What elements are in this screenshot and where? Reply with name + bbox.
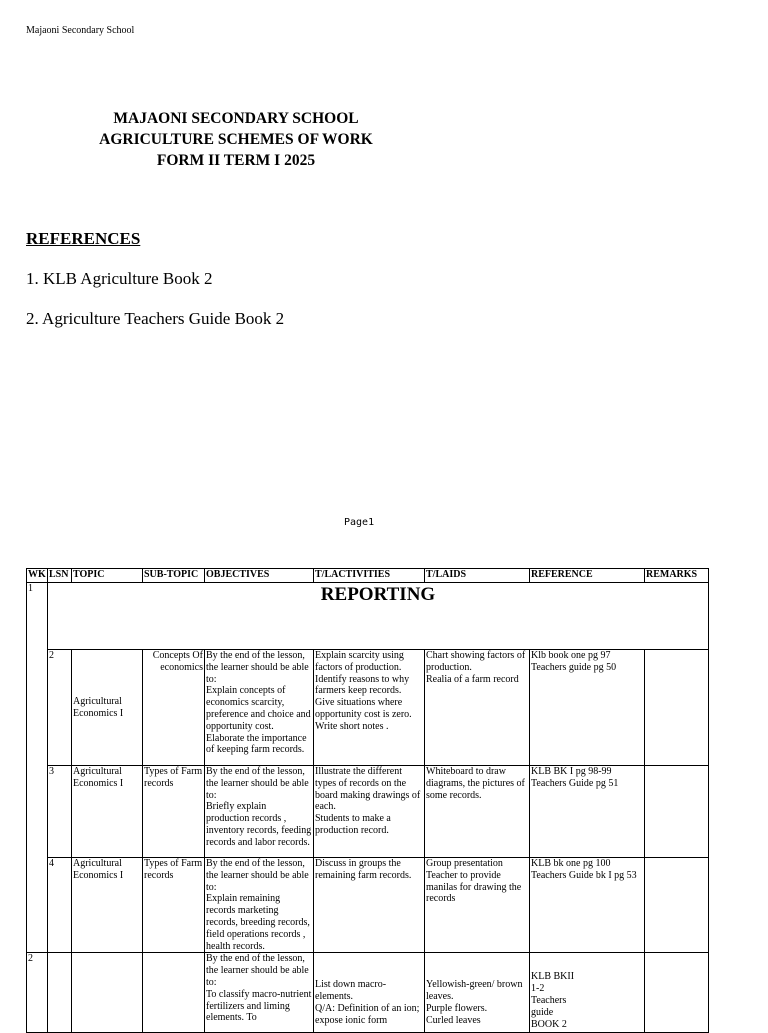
aid-line: Realia of a farm record [426, 673, 519, 685]
col-header-objectives: OBJECTIVES [205, 569, 314, 583]
cell-remarks [645, 766, 709, 858]
page-number: Page1 [344, 517, 375, 528]
cell-activities [314, 953, 425, 1033]
cell-aids [425, 766, 530, 858]
cell-objectives [205, 650, 314, 766]
cell-reference [530, 766, 645, 858]
activity-line: Write short notes . [315, 720, 389, 732]
cell-lesson: 2 [48, 650, 72, 766]
table-row [27, 650, 709, 766]
objective-line: By the end of the lesson, the learner should be able to: [206, 858, 309, 893]
col-header-lsn: LSN [48, 569, 72, 583]
aid-line: Teacher to provide manilas for drawing the records [426, 869, 522, 905]
cell-aids [425, 953, 530, 1033]
objective-line: By the end of the lesson, the learner should be able to: [206, 766, 309, 801]
col-header-activities: T/LACTIVITIES [314, 569, 425, 583]
aid-line: Group presentation [426, 858, 503, 869]
activity-line: Illustrate the different types of records on the board making drawings of each. [315, 766, 421, 813]
activity-line: Students to make a production record. [315, 813, 391, 836]
cell-activities [314, 766, 425, 858]
reference-line: Teachers Guide bk I pg 53 [531, 869, 637, 881]
title-term: FORM II TERM I 2025 [156, 152, 316, 169]
table-row [27, 858, 709, 953]
cell-week: 2 [27, 953, 48, 1033]
document-title [26, 108, 446, 171]
objective-line: Elaborate the importance of keeping farm records. [206, 732, 307, 756]
table-header-row [27, 569, 709, 583]
cell-topic: Agricultural Economics I [72, 766, 143, 858]
cell-topic: Agricultural Economics I [72, 650, 143, 766]
table-row [27, 583, 709, 650]
col-header-subtopic: SUB-TOPIC [143, 569, 205, 583]
cell-lesson [48, 953, 72, 1033]
reference-line: KLB bk one pg 100 [531, 858, 611, 869]
cell-lesson: 3 [48, 766, 72, 858]
reference-line: BOOK 2 [531, 1018, 567, 1030]
cell-reference [530, 953, 645, 1033]
reference-line: KLB BKII [531, 971, 575, 983]
cell-remarks [645, 650, 709, 766]
cell-objectives [205, 953, 314, 1033]
reference-item: 2. Agriculture Teachers Guide Book 2 [26, 309, 285, 328]
cell-subtopic: Types of Farm records [143, 766, 205, 858]
title-subject: AGRICULTURE SCHEMES OF WORK [99, 131, 373, 148]
cell-week: 1 [27, 583, 48, 953]
reference-line: Teachers [531, 994, 567, 1006]
col-header-topic: TOPIC [72, 569, 143, 583]
cell-reference [530, 650, 645, 766]
activity-line: Q/A: Definition of an ion; expose ionic form [315, 1002, 420, 1026]
reference-item: 1. KLB Agriculture Book 2 [26, 269, 213, 288]
reference-line: Teachers Guide pg 51 [531, 777, 619, 789]
aid-line: Chart showing factors of production. [426, 650, 526, 673]
cell-activities [314, 858, 425, 953]
objective-line: To classify macro-nutrient fertilizers and liming elements. To [206, 988, 312, 1024]
activity-line: Explain scarcity using factors of production. [315, 650, 404, 673]
col-header-remarks: REMARKS [645, 569, 709, 583]
cell-objectives [205, 766, 314, 858]
objective-line: Explain concepts of economics scarcity, preference and choice and opportunity cost. [206, 685, 311, 732]
aid-line: Yellowish-green/ brown leaves. [426, 979, 523, 1003]
col-header-wk: WK [27, 569, 48, 583]
cell-remarks [645, 858, 709, 953]
table-row [27, 953, 709, 1033]
reference-line: guide [531, 1006, 554, 1018]
running-header: Majaoni Secondary School [26, 25, 135, 36]
col-header-aids: T/LAIDS [425, 569, 530, 583]
objective-line: Explain remaining records marketing records, breeding records, field operations records , health records. [206, 893, 310, 952]
cell-subtopic: Types of Farm records [143, 858, 205, 953]
activity-line: List down macro-elements. [315, 979, 387, 1003]
aid-line: Curled leaves [426, 1014, 481, 1026]
cell-remarks [645, 953, 709, 1033]
reference-line: Teachers guide pg 50 [531, 661, 617, 673]
title-school: MAJAONI SECONDARY SCHOOL [113, 110, 359, 127]
cell-lesson: 4 [48, 858, 72, 953]
aid-line: Purple flowers. [426, 1002, 488, 1014]
table-row [27, 766, 709, 858]
references-heading: REFERENCES [26, 229, 141, 248]
cell-subtopic: Concepts Of economics [143, 650, 205, 766]
reporting-banner: REPORTING [48, 583, 709, 650]
reference-line: 1-2 [531, 983, 545, 995]
cell-reference [530, 858, 645, 953]
objective-line: Briefly explain production records , inventory records, feeding records and labor records. [206, 801, 312, 848]
reference-line: KLB BK I pg 98-99 [531, 766, 612, 777]
scheme-of-work-table [26, 568, 709, 1033]
cell-objectives [205, 858, 314, 953]
cell-aids [425, 650, 530, 766]
aid-line: Whiteboard to draw diagrams, the pictures of some records. [426, 766, 525, 801]
cell-topic: Agricultural Economics I [72, 858, 143, 953]
cell-topic [72, 953, 143, 1033]
objective-line: By the end of the lesson, the learner should be able to: [206, 953, 309, 988]
activity-line: Identify reasons to why farmers keep records. [315, 673, 410, 697]
activity-line: Give situations where opportunity cost is zero. [315, 697, 412, 720]
objective-line: By the end of the lesson, the learner should be able to: [206, 650, 309, 685]
activity-line: Discuss in groups the remaining farm records. [315, 858, 412, 881]
cell-activities [314, 650, 425, 766]
col-header-reference: REFERENCE [530, 569, 645, 583]
reference-line: Klb book one pg 97 [531, 650, 611, 661]
cell-aids [425, 858, 530, 953]
cell-subtopic [143, 953, 205, 1033]
